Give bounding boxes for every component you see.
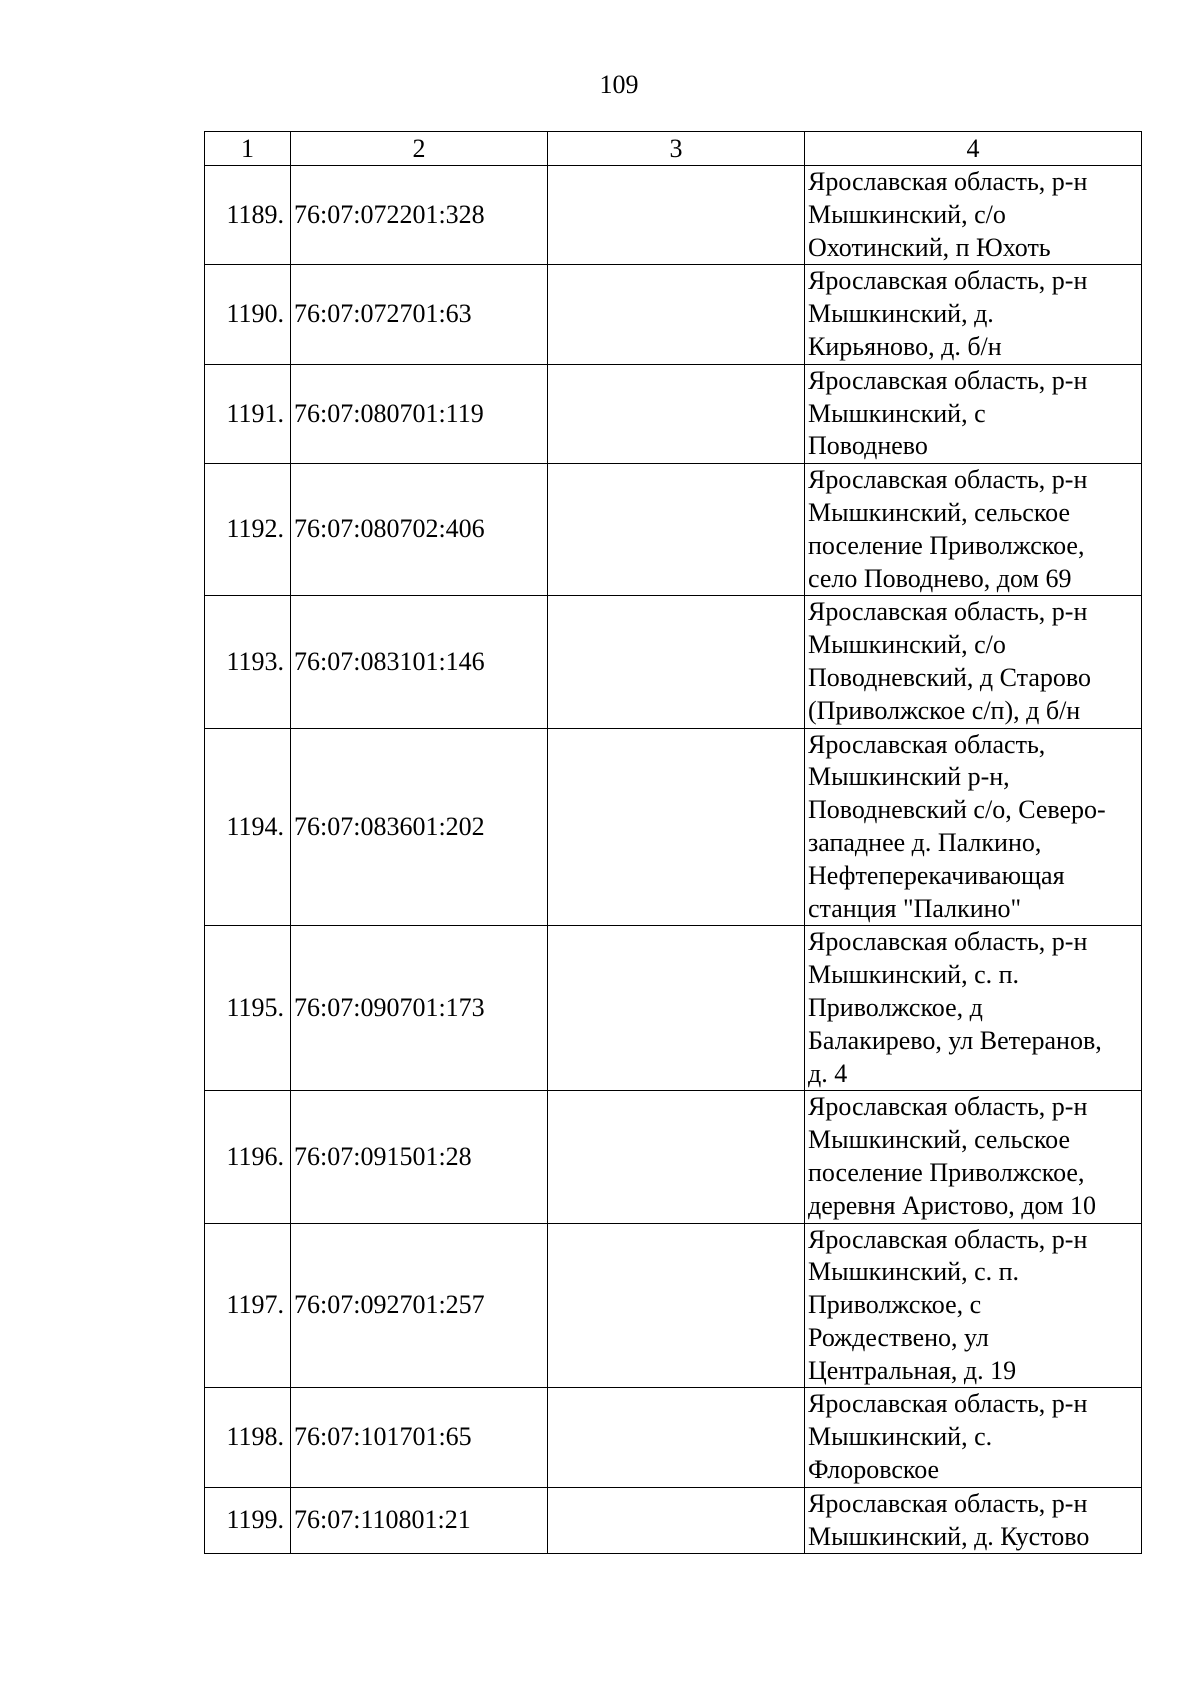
address-line: Ярославская область, р-н <box>808 927 1088 957</box>
header-col-1: 1 <box>205 132 291 166</box>
row-number-cell: 1190. <box>205 265 291 364</box>
empty-column-cell <box>548 364 805 463</box>
address-line: Мышкинский, с/о <box>808 199 1006 229</box>
address-line: Поводневский, д Старово <box>808 662 1091 692</box>
table-row <box>205 464 1142 596</box>
cadastral-number-cell: 76:07:072201:328 <box>291 166 548 265</box>
address-line: Ярославская область, р-н <box>808 597 1088 627</box>
address-line: Мышкинский, с. <box>808 1422 993 1452</box>
address-line: Мышкинский, с. п. <box>808 960 1020 990</box>
address-line: деревня Аристово, дом 10 <box>808 1190 1096 1220</box>
row-number-cell: 1199. <box>205 1487 291 1554</box>
address-line: Приволжское, с <box>808 1290 982 1320</box>
cadastral-number-cell: 76:07:080701:119 <box>291 364 548 463</box>
address-line: Кирьяново, д. б/н <box>808 331 1002 361</box>
cadastral-number-cell: 76:07:090701:173 <box>291 926 548 1091</box>
page-number: 109 <box>599 70 639 99</box>
address-line: Ярославская область, р-н <box>808 1389 1088 1419</box>
address-line: Ярославская область, р-н <box>808 167 1088 196</box>
address-line: Мышкинский, сельское <box>808 497 1071 527</box>
cadastral-number-cell: 76:07:083601:202 <box>291 728 548 926</box>
address-line: Мышкинский, сельское <box>808 1125 1071 1155</box>
table-body <box>205 132 1142 1554</box>
address-line: станция "Палкино" <box>808 893 1022 923</box>
address-line: (Приволжское с/п), д б/н <box>808 695 1081 725</box>
row-number-cell: 1193. <box>205 596 291 728</box>
row-number-cell: 1196. <box>205 1091 291 1223</box>
address-line: Мышкинский р-н, <box>808 762 1010 792</box>
address-cell <box>805 596 1142 728</box>
address-line: Приволжское, д <box>808 992 983 1022</box>
row-number-cell: 1194. <box>205 728 291 926</box>
table-row <box>205 166 1142 265</box>
cadastral-number-cell: 76:07:110801:21 <box>291 1487 548 1554</box>
empty-column-cell <box>548 1487 805 1554</box>
address-line: Мышкинский, с. п. <box>808 1257 1020 1287</box>
address-cell <box>805 728 1142 926</box>
cadastral-number-cell: 76:07:083101:146 <box>291 596 548 728</box>
address-line: Мышкинский, с <box>808 398 986 428</box>
address-cell <box>805 1091 1142 1223</box>
empty-column-cell <box>548 596 805 728</box>
address-line: д. 4 <box>808 1058 848 1088</box>
table-row <box>205 1487 1142 1554</box>
empty-column-cell <box>548 166 805 265</box>
address-line: Ярославская область, р-н <box>808 1488 1088 1518</box>
address-line: Флоровское <box>808 1455 940 1485</box>
address-line: Балакирево, ул Ветеранов, <box>808 1025 1102 1055</box>
header-col-4: 4 <box>805 132 1142 166</box>
cadastral-number-cell: 76:07:091501:28 <box>291 1091 548 1223</box>
cadastral-number-cell: 76:07:080702:406 <box>291 464 548 596</box>
empty-column-cell <box>548 1223 805 1388</box>
table-row <box>205 728 1142 926</box>
address-line: западнее д. Палкино, <box>808 827 1042 857</box>
address-line: село Поводнево, дом 69 <box>808 563 1072 593</box>
address-cell <box>805 464 1142 596</box>
empty-column-cell <box>548 728 805 926</box>
address-line: Ярославская область, <box>808 729 1046 759</box>
row-number-cell: 1197. <box>205 1223 291 1388</box>
address-line: Ярославская область, р-н <box>808 1092 1088 1122</box>
empty-column-cell <box>548 464 805 596</box>
address-cell <box>805 1487 1142 1554</box>
address-cell <box>805 1223 1142 1388</box>
address-line: Ярославская область, р-н <box>808 266 1088 296</box>
address-cell <box>805 265 1142 364</box>
address-cell <box>805 1388 1142 1487</box>
header-col-2: 2 <box>291 132 548 166</box>
cadastral-number-cell: 76:07:092701:257 <box>291 1223 548 1388</box>
address-line: Поводнево <box>808 431 928 461</box>
address-line: Рождествено, ул <box>808 1322 989 1352</box>
empty-column-cell <box>548 1091 805 1223</box>
address-line: Поводневский с/о, Северо- <box>808 795 1106 825</box>
cadastral-number-cell: 76:07:101701:65 <box>291 1388 548 1487</box>
address-cell <box>805 364 1142 463</box>
address-cell <box>805 166 1142 265</box>
registry-table <box>204 131 1142 1554</box>
address-line: Нефтеперекачивающая <box>808 860 1065 890</box>
empty-column-cell <box>548 1388 805 1487</box>
address-line: Ярославская область, р-н <box>808 1224 1088 1254</box>
address-line: Ярославская область, р-н <box>808 465 1088 495</box>
row-number-cell: 1191. <box>205 364 291 463</box>
row-number-cell: 1189. <box>205 166 291 265</box>
header-col-3: 3 <box>548 132 805 166</box>
address-line: Мышкинский, с/о <box>808 630 1006 660</box>
empty-column-cell <box>548 265 805 364</box>
table-row <box>205 1091 1142 1223</box>
address-line: Мышкинский, д. Кустово <box>808 1521 1090 1551</box>
address-line: Центральная, д. 19 <box>808 1355 1017 1385</box>
row-number-cell: 1192. <box>205 464 291 596</box>
empty-column-cell <box>548 926 805 1091</box>
cadastral-number-cell: 76:07:072701:63 <box>291 265 548 364</box>
address-line: поселение Приволжское, <box>808 530 1085 560</box>
address-line: Охотинский, п Юхоть <box>808 232 1051 262</box>
table-row <box>205 1388 1142 1487</box>
address-line: Ярославская область, р-н <box>808 365 1088 395</box>
address-line: поселение Приволжское, <box>808 1157 1085 1187</box>
row-number-cell: 1198. <box>205 1388 291 1487</box>
address-cell <box>805 926 1142 1091</box>
table-row <box>205 265 1142 364</box>
table-header-row <box>205 132 1142 166</box>
table-row <box>205 1223 1142 1388</box>
table-row <box>205 364 1142 463</box>
row-number-cell: 1195. <box>205 926 291 1091</box>
address-line: Мышкинский, д. <box>808 299 994 329</box>
table-row <box>205 926 1142 1091</box>
table-row <box>205 596 1142 728</box>
